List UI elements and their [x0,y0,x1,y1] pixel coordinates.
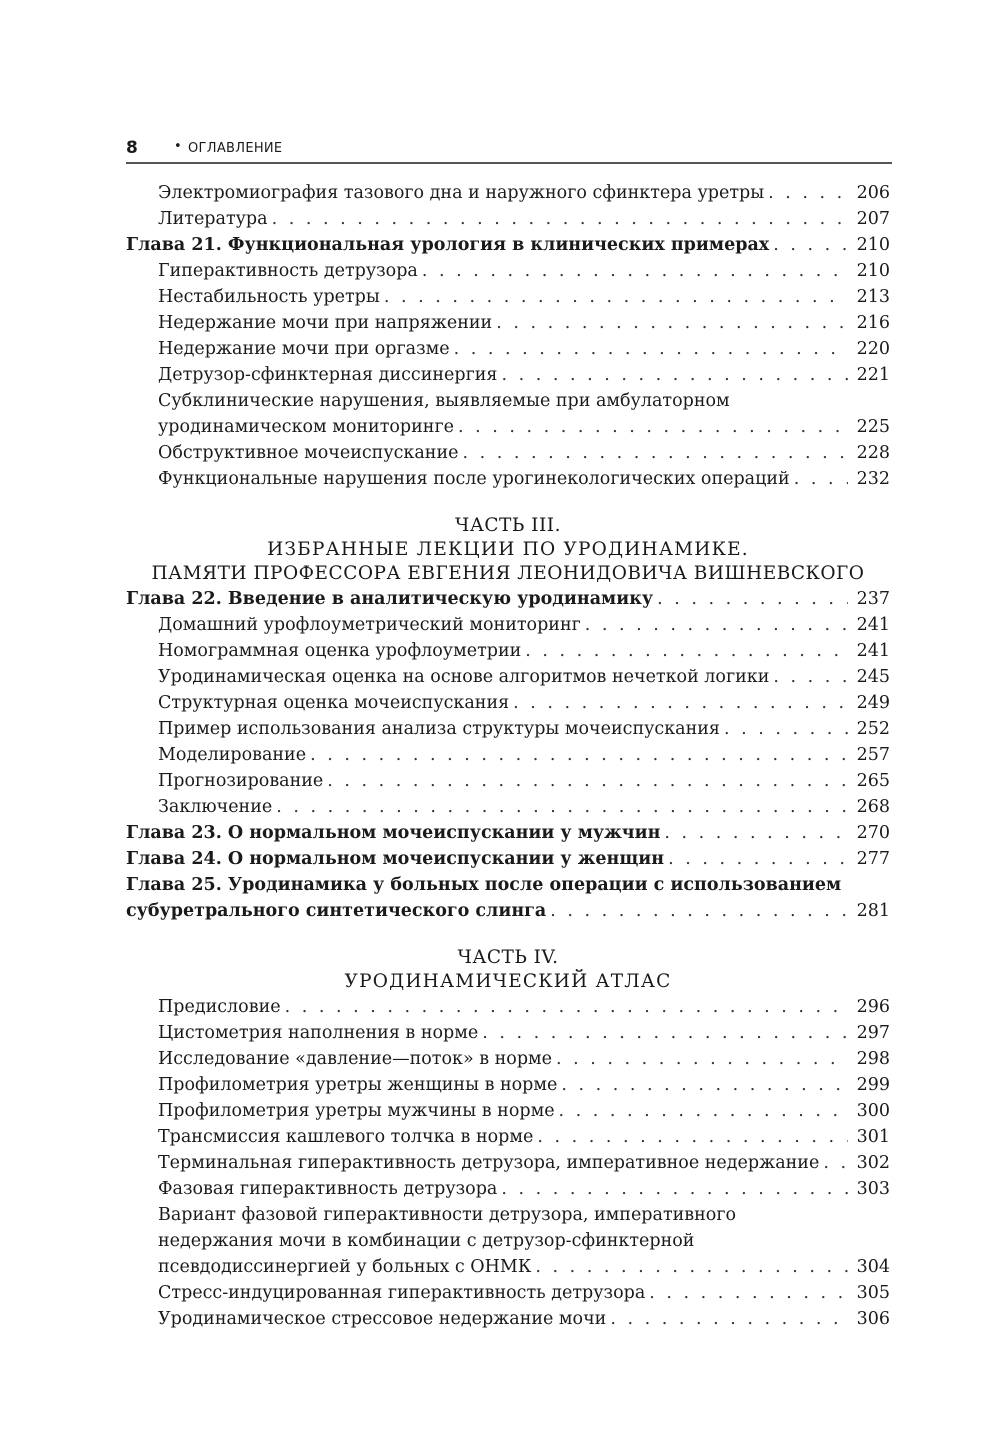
toc-entry-title: Цистометрия наполнения в норме [158,1023,479,1043]
toc-entry[interactable] [126,180,890,206]
toc-entry-title: Номограммная оценка урофлоуметрии [158,641,522,661]
dot-leader [384,284,848,310]
toc-entry-title: Профилометрия уретры мужчины в норме [158,1101,555,1121]
dot-leader [310,742,848,768]
toc-chapter-24[interactable] [126,846,890,872]
dot-leader [649,1280,848,1306]
toc-entry-page: 213 [856,287,890,307]
dot-leader [535,1254,848,1280]
dot-leader [482,1020,848,1046]
dot-leader [327,768,848,794]
toc-entry[interactable] [126,258,890,284]
part-3-title: ИЗБРАННЫЕ ЛЕКЦИИ ПО УРОДИНАМИКЕ. [267,539,749,560]
toc-entry[interactable] [126,310,890,336]
part-4-title: УРОДИНАМИЧЕСКИЙ АТЛАС [344,971,672,992]
header-title: ОГЛАВЛЕНИЕ [188,141,283,156]
toc-entry[interactable] [126,284,890,310]
toc-entry-page: 302 [856,1153,890,1173]
toc-entry-page: 228 [856,443,890,463]
toc-entry[interactable] [126,414,890,440]
dot-leader [823,1150,848,1176]
toc-entry-title: Домашний урофлоуметрический мониторинг [158,615,581,635]
toc-entry[interactable] [126,206,890,232]
toc-entry-page: 297 [856,1023,890,1043]
toc-entry-page: 225 [856,417,890,437]
toc-entry-page: 241 [856,641,890,661]
chapter-page: 270 [856,823,890,843]
toc-entry-page: 249 [856,693,890,713]
toc-entry-page: 303 [856,1179,890,1199]
table-of-contents [126,180,890,1332]
chapter-title: Глава 22. Введение в аналитическую уродинамику [126,589,654,609]
toc-entry-page: 265 [856,771,890,791]
dot-leader [272,206,848,232]
toc-entry-title: Стресс-индуцированная гиперактивность детрузора [158,1283,646,1303]
toc-entry[interactable] [126,362,890,388]
toc-entry[interactable] [126,466,890,492]
toc-entry-title: Терминальная гиперактивность детрузора, императивное недержание [158,1153,820,1173]
toc-entry[interactable] [126,1020,890,1046]
chapter-title: Глава 21. Функциональная урология в клинических примерах [126,235,770,255]
dot-leader [285,994,848,1020]
part-3-dedication: ПАМЯТИ ПРОФЕССОРА ЕВГЕНИЯ ЛЕОНИДОВИЧА ВИШНЕВСКОГО [151,563,865,584]
toc-entry-title: псевдодиссинергией у больных с ОНМК [158,1257,532,1277]
toc-entry-page: 221 [856,365,890,385]
part-3-heading [126,514,890,586]
part-4-heading [126,946,890,994]
dot-leader [422,258,848,284]
toc-entry-title: Детрузор-сфинктерная диссинергия [158,365,498,385]
toc-entry[interactable] [126,716,890,742]
toc-entry-title: Предисловие [158,997,281,1017]
dot-leader [794,466,848,492]
toc-entry-page: 300 [856,1101,890,1121]
toc-entry-page: 216 [856,313,890,333]
toc-entry-page: 245 [856,667,890,687]
chapter-title: Глава 23. О нормальном мочеиспускании у мужчин [126,823,661,843]
dot-leader [668,846,848,872]
toc-entry[interactable] [126,612,890,638]
toc-entry[interactable] [126,664,890,690]
dot-leader [454,336,848,362]
toc-entry[interactable] [126,1306,890,1332]
chapter-page: 210 [856,235,890,255]
toc-entry-page: 232 [856,469,890,489]
toc-entry-page: 301 [856,1127,890,1147]
toc-entry[interactable] [126,768,890,794]
dot-leader [664,820,848,846]
toc-entry-page: 305 [856,1283,890,1303]
toc-entry-title: Гиперактивность детрузора [158,261,418,281]
dot-leader [501,1176,848,1202]
toc-entry-title: Фазовая гиперактивность детрузора [158,1179,498,1199]
toc-chapter-22[interactable] [126,586,890,612]
toc-entry-page: 241 [856,615,890,635]
toc-entry-page: 298 [856,1049,890,1069]
toc-entry-title: Обструктивное мочеиспускание [158,443,459,463]
toc-entry-page: 296 [856,997,890,1017]
toc-entry[interactable] [126,690,890,716]
dot-leader [276,794,848,820]
dot-leader [501,362,848,388]
dot-leader [556,1046,848,1072]
toc-entry-page: 206 [856,183,890,203]
toc-entry-page: 268 [856,797,890,817]
part-4-number: ЧАСТЬ IV. [457,947,559,968]
toc-entry-title: Недержание мочи при оргазме [158,339,450,359]
dot-leader [773,232,848,258]
toc-entry-page: 252 [856,719,890,739]
dot-leader [550,898,848,924]
toc-entry-wrapped-line[interactable]: недержания мочи в комбинации с детрузор-сфинктерной [158,1231,695,1251]
toc-entry-page: 220 [856,339,890,359]
chapter-title: Глава 24. О нормальном мочеиспускании у женщин [126,849,665,869]
dot-leader [610,1306,848,1332]
dot-leader [458,414,848,440]
toc-entry[interactable] [126,1150,890,1176]
dot-leader [657,586,848,612]
toc-entry-page: 210 [856,261,890,281]
toc-chapter-23[interactable] [126,820,890,846]
toc-entry-title: Электромиография тазового дна и наружного сфинктера уретры [158,183,765,203]
chapter-page: 277 [856,849,890,869]
toc-entry[interactable] [126,1124,890,1150]
toc-entry[interactable] [126,1046,890,1072]
toc-entry-title: Трансмиссия кашлевого толчка в норме [158,1127,534,1147]
toc-chapter-25[interactable] [126,898,890,924]
toc-entry-page: 306 [856,1309,890,1329]
dot-leader [462,440,848,466]
chapter-page: 237 [856,589,890,609]
dot-leader [496,310,848,336]
toc-entry-title: Структурная оценка мочеиспускания [158,693,510,713]
toc-entry-title: Заключение [158,797,273,817]
toc-entry-title: Исследование «давление—поток» в норме [158,1049,553,1069]
toc-chapter-21[interactable] [126,232,890,258]
toc-chapter-25-line1[interactable]: Глава 25. Уродинамика у больных после операции с использованием [126,875,842,895]
part-3-number: ЧАСТЬ III. [455,515,561,536]
toc-entry[interactable] [126,638,890,664]
toc-entry[interactable] [126,1254,890,1280]
toc-entry[interactable] [126,742,890,768]
toc-entry-title: Недержание мочи при напряжении [158,313,493,333]
toc-entry-title: Прогнозирование [158,771,324,791]
toc-entry-title: Профилометрия уретры женщины в норме [158,1075,558,1095]
toc-entry-title: Уродинамическая оценка на основе алгоритмов нечеткой логики [158,667,770,687]
toc-entry[interactable] [126,1098,890,1124]
toc-entry-title: уродинамическом мониторинге [158,417,454,437]
chapter-page: 281 [856,901,890,921]
toc-entry-title: Уродинамическое стрессовое недержание мочи [158,1309,607,1329]
toc-entry-wrapped-line[interactable]: Субклинические нарушения, выявляемые при амбулаторном [158,391,730,411]
toc-entry-wrapped-line[interactable]: Вариант фазовой гиперактивности детрузора, императивного [158,1205,737,1225]
page-number: 8 [126,138,138,158]
toc-entry[interactable] [126,994,890,1020]
dot-leader [537,1124,848,1150]
toc-entry-title: Литература [158,209,268,229]
toc-entry-title: Нестабильность уретры [158,287,380,307]
toc-entry[interactable] [126,336,890,362]
toc-entry[interactable] [126,440,890,466]
dot-leader [768,180,848,206]
dot-leader [525,638,848,664]
header-bullet: • [174,139,182,154]
toc-entry-title: Моделирование [158,745,307,765]
toc-entry-page: 207 [856,209,890,229]
dot-leader [513,690,848,716]
dot-leader [585,612,848,638]
toc-entry[interactable] [126,1176,890,1202]
chapter-title: субуретрального синтетического слинга [126,901,547,921]
toc-entry-title: Пример использования анализа структуры мочеиспускания [158,719,720,739]
toc-entry-title: Функциональные нарушения после урогинекологических операций [158,469,790,489]
toc-entry-page: 257 [856,745,890,765]
toc-entry[interactable] [126,1072,890,1098]
toc-entry-page: 304 [856,1257,890,1277]
dot-leader [773,664,848,690]
dot-leader [561,1072,848,1098]
running-header [126,138,892,164]
toc-entry[interactable] [126,794,890,820]
dot-leader [724,716,848,742]
toc-entry-page: 299 [856,1075,890,1095]
toc-entry[interactable] [126,1280,890,1306]
dot-leader [559,1098,848,1124]
